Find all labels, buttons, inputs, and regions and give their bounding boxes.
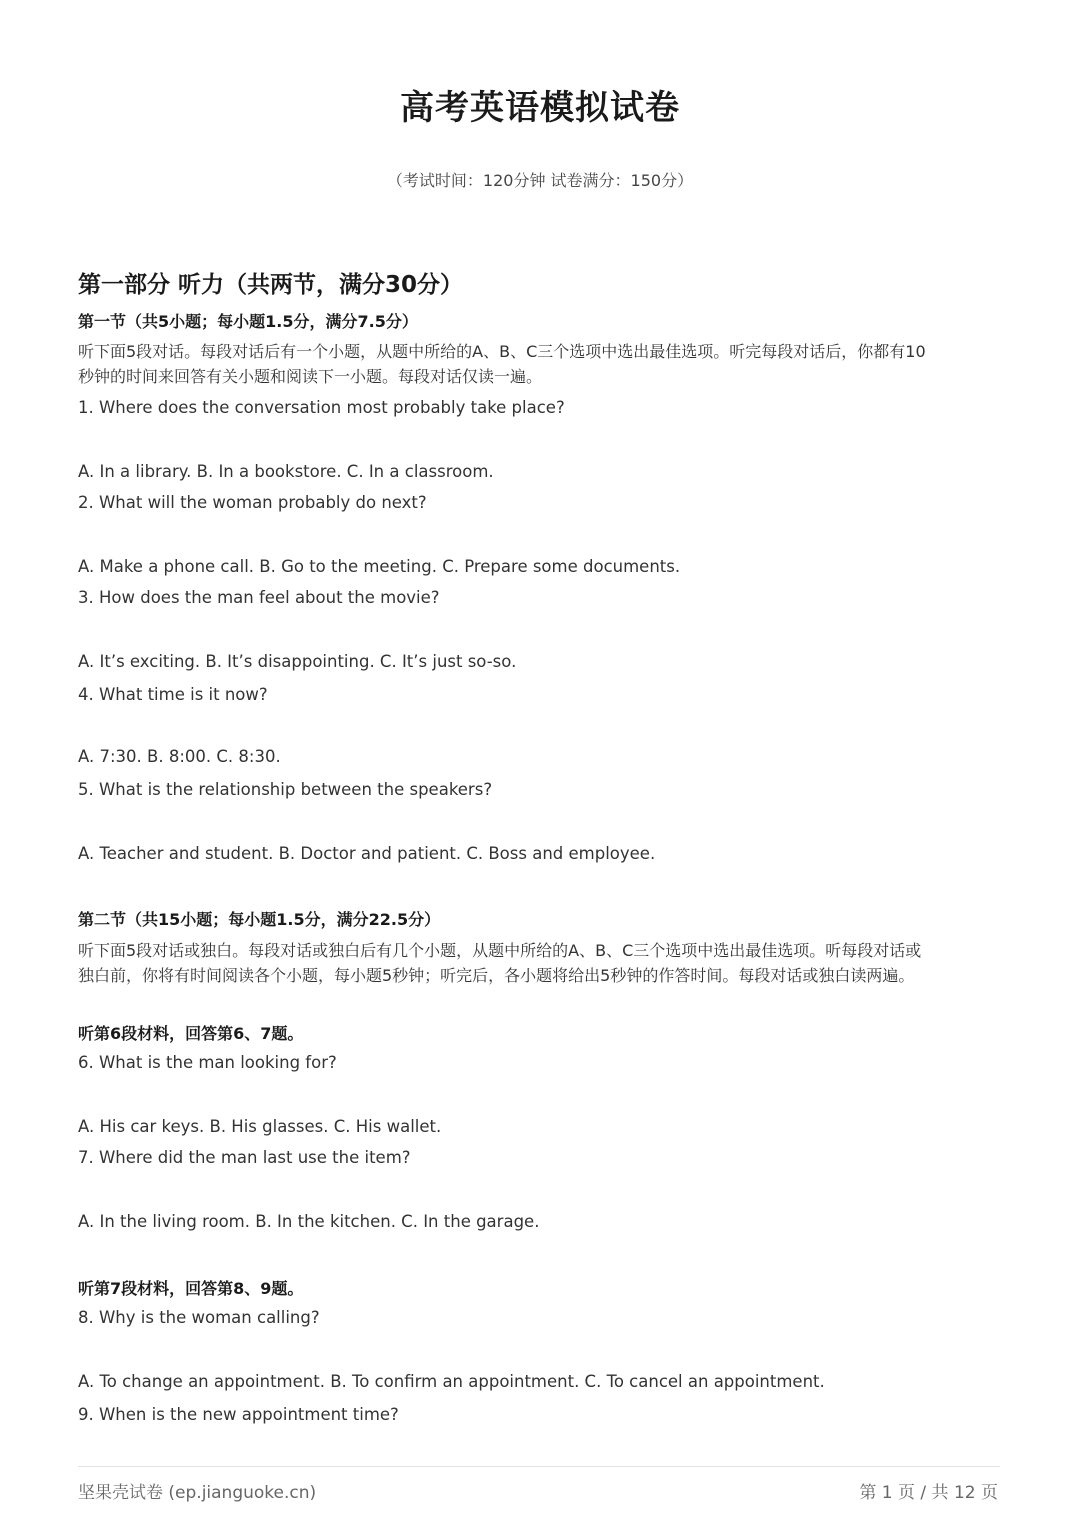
question-4: 4. What time is it now? (78, 685, 268, 704)
question-2: 2. What will the woman probably do next? (78, 493, 427, 512)
question-1: 1. Where does the conversation most probably take place? (78, 398, 565, 417)
exam-title: 高考英语模拟试卷 (400, 88, 680, 128)
question-8: 8. Why is the woman calling? (78, 1308, 320, 1327)
part1-heading: 第一部分 听力（共两节，满分30分） (78, 272, 464, 298)
question-4-options: A. 7:30. B. 8:00. C. 8:30. (78, 747, 281, 766)
question-9: 9. When is the new appointment time? (78, 1405, 399, 1424)
section2-heading: 第二节（共15小题；每小题1.5分，满分22.5分） (78, 910, 441, 929)
section2-instructions-line1: 听下面5段对话或独白。每段对话或独白后有几个小题，从题中所给的A、B、C三个选项中选出最佳选项。听每段对话或 (78, 941, 922, 960)
question-8-options: A. To change an appointment. B. To confirm an appointment. C. To cancel an appointment. (78, 1372, 825, 1391)
section1-instructions-line1: 听下面5段对话。每段对话后有一个小题，从题中所给的A、B、C三个选项中选出最佳选项。听完每段对话后，你都有10 (78, 342, 926, 361)
question-3: 3. How does the man feel about the movie? (78, 588, 440, 607)
section2-instructions-line2: 独白前，你将有时间阅读各个小题，每小题5秒钟；听完后，各小题将给出5秒钟的作答时间。每段对话或独白读两遍。 (78, 966, 915, 985)
question-2-options: A. Make a phone call. B. Go to the meeting. C. Prepare some documents. (78, 557, 681, 576)
material-7-label: 听第7段材料，回答第8、9题。 (78, 1279, 304, 1298)
exam-subtitle: （考试时间：120分钟 试卷满分：150分） (386, 171, 694, 190)
question-7: 7. Where did the man last use the item? (78, 1148, 411, 1167)
footer-source: 坚果壳试卷 (ep.jianguoke.cn) (78, 1483, 317, 1503)
question-1-options: A. In a library. B. In a bookstore. C. In a classroom. (78, 462, 494, 481)
material-6-label: 听第6段材料，回答第6、7题。 (78, 1024, 304, 1043)
question-6: 6. What is the man looking for? (78, 1053, 337, 1072)
question-6-options: A. His car keys. B. His glasses. C. His wallet. (78, 1117, 442, 1136)
section1-heading: 第一节（共5小题；每小题1.5分，满分7.5分） (78, 312, 418, 331)
question-5: 5. What is the relationship between the speakers? (78, 780, 493, 799)
question-7-options: A. In the living room. B. In the kitchen. C. In the garage. (78, 1212, 540, 1231)
question-3-options: A. It’s exciting. B. It’s disappointing. C. It’s just so-so. (78, 652, 517, 671)
question-5-options: A. Teacher and student. B. Doctor and patient. C. Boss and employee. (78, 844, 656, 863)
footer-divider (78, 1466, 1000, 1467)
section1-instructions-line2: 秒钟的时间来回答有关小题和阅读下一小题。每段对话仅读一遍。 (78, 367, 543, 386)
footer-page-info: 第 1 页 / 共 12 页 (859, 1483, 998, 1503)
